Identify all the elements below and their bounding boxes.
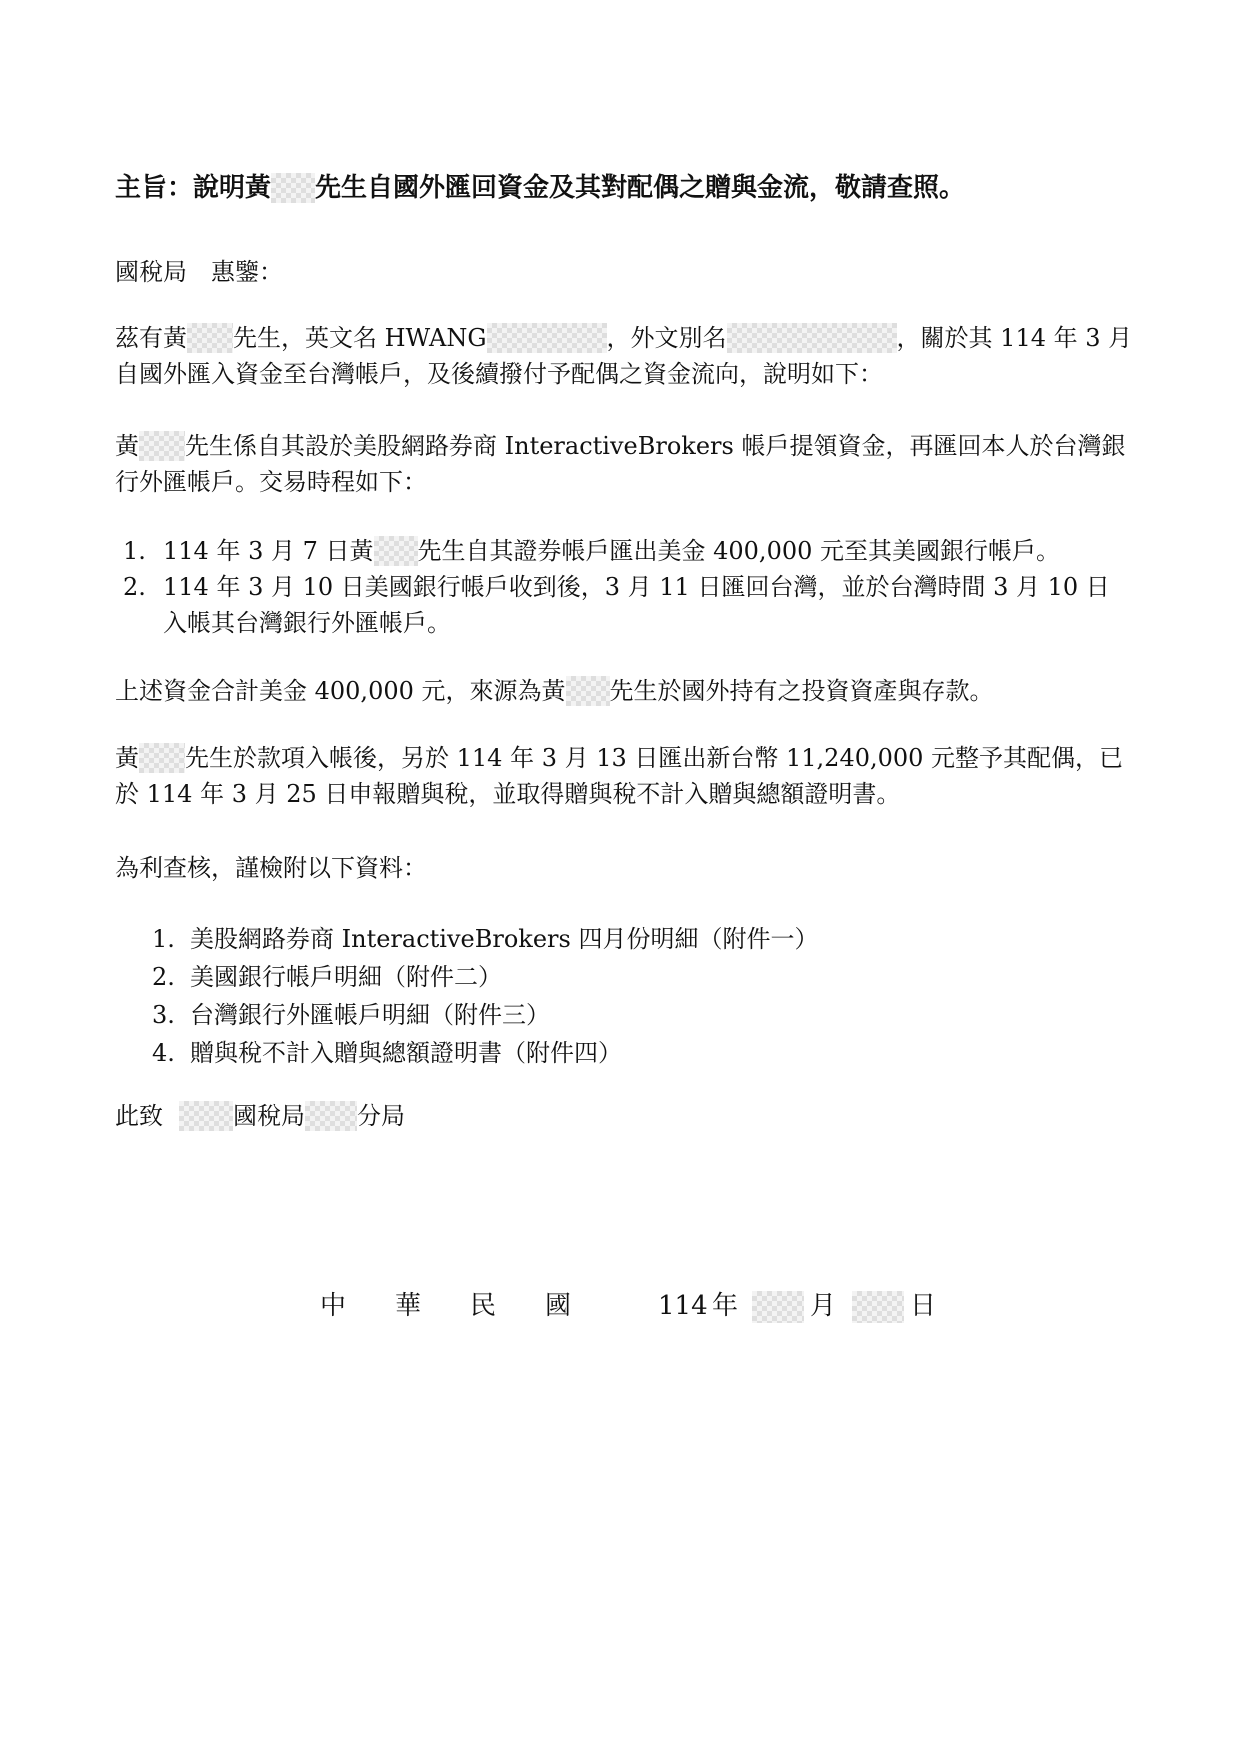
list-number: 1. xyxy=(123,537,146,565)
source-text-2: 先生係自其設於美股網路券商 InteractiveBrokers 帳戶提領資金，再匯回本人於台灣銀行外匯帳戶。交易時程如下： xyxy=(115,432,1126,496)
redacted-alias xyxy=(727,323,897,353)
list-number: 2. xyxy=(152,963,175,991)
list-number: 1. xyxy=(152,925,175,953)
date-era-char: 國 xyxy=(545,1291,572,1321)
timeline-text: 114 年 3 月 7 日黃 xyxy=(163,537,374,565)
fund-source-paragraph xyxy=(115,428,1135,500)
redacted-name xyxy=(139,431,185,461)
subject-line xyxy=(115,170,1135,206)
summary-text-2: 先生於國外持有之投資資產與存款。 xyxy=(609,677,994,705)
attachment-text: 贈與稅不計入贈與總額證明書（附件四） xyxy=(190,1039,622,1067)
redacted-name xyxy=(374,536,418,566)
attachment-text: 美國銀行帳戶明細（附件二） xyxy=(190,963,502,991)
attachment-item xyxy=(152,920,1132,958)
list-number: 3. xyxy=(152,1001,175,1029)
date-day-unit: 日 xyxy=(910,1291,937,1321)
closing-line xyxy=(115,1098,1135,1134)
closing-text-1: 此致 xyxy=(115,1102,163,1130)
intro-text-1: 茲有黃 xyxy=(115,324,187,352)
attachment-text: 美股網路券商 InteractiveBrokers 四月份明細（附件一） xyxy=(190,925,819,953)
date-year-unit: 年 xyxy=(712,1291,739,1321)
subject-suffix: 先生自國外匯回資金及其對配偶之贈與金流，敬請查照。 xyxy=(315,173,966,203)
intro-paragraph xyxy=(115,320,1135,392)
attachment-item xyxy=(152,996,1132,1034)
redacted-name xyxy=(187,323,233,353)
redacted-day xyxy=(852,1291,904,1323)
subject-prefix: 主旨：說明黃 xyxy=(115,173,272,203)
redacted-name xyxy=(139,743,185,773)
closing-text-2: 國稅局 xyxy=(233,1102,305,1130)
redacted-name xyxy=(566,676,610,706)
redacted-name xyxy=(271,173,315,203)
gift-paragraph xyxy=(115,740,1135,812)
redacted-branch xyxy=(305,1101,357,1131)
attachment-text: 台灣銀行外匯帳戶明細（附件三） xyxy=(190,1001,550,1029)
attachment-item xyxy=(152,1034,1132,1072)
timeline-text: 先生自其證券帳戶匯出美金 400,000 元至其美國銀行帳戶。 xyxy=(417,537,1061,565)
date-year: 114 xyxy=(658,1291,708,1321)
date-era-char: 中 xyxy=(320,1291,347,1321)
gift-text-1: 黃 xyxy=(115,744,139,772)
redacted-english-name xyxy=(487,323,607,353)
attachments-intro xyxy=(115,850,1135,886)
timeline-list xyxy=(123,533,1133,641)
source-text-1: 黃 xyxy=(115,432,139,460)
intro-text-3: ，外文別名 xyxy=(606,324,727,352)
attachment-item xyxy=(152,958,1132,996)
attachments-intro-text: 為利查核，謹檢附以下資料： xyxy=(115,854,427,882)
list-number: 2. xyxy=(123,573,146,601)
summary-text-1: 上述資金合計美金 400,000 元，來源為黃 xyxy=(115,677,566,705)
intro-text-2: 先生，英文名 HWANG xyxy=(233,324,487,352)
salutation xyxy=(115,254,1135,290)
timeline-text: 114 年 3 月 10 日美國銀行帳戶收到後，3 月 11 日匯回台灣，並於台灣時間 3 月 10 日入帳其台灣銀行外匯帳戶。 xyxy=(163,573,1110,637)
summary-line xyxy=(115,673,1135,709)
salutation-text: 國稅局 惠鑒： xyxy=(115,258,283,286)
attachments-list xyxy=(152,920,1132,1072)
date-month-unit: 月 xyxy=(810,1291,837,1321)
closing-text-3: 分局 xyxy=(357,1102,405,1130)
timeline-item xyxy=(123,569,1133,641)
date-era-char: 華 xyxy=(395,1291,422,1321)
redacted-region xyxy=(179,1101,233,1131)
timeline-item xyxy=(123,533,1133,569)
gift-text-2: 先生於款項入帳後，另於 114 年 3 月 13 日匯出新台幣 11,240,000 元整予其配偶，已於 114 年 3 月 25 日申報贈與稅，並取得贈與稅不計入贈與總額證明書。 xyxy=(115,744,1124,808)
intro-text-4: ，關於其 114 年 3 月自國外匯入資金至台灣帳戶，及後續撥付予配偶之資金流向，說明如下： xyxy=(115,324,1133,388)
redacted-month xyxy=(752,1291,804,1323)
list-number: 4. xyxy=(152,1039,175,1067)
date-era-char: 民 xyxy=(470,1291,497,1321)
